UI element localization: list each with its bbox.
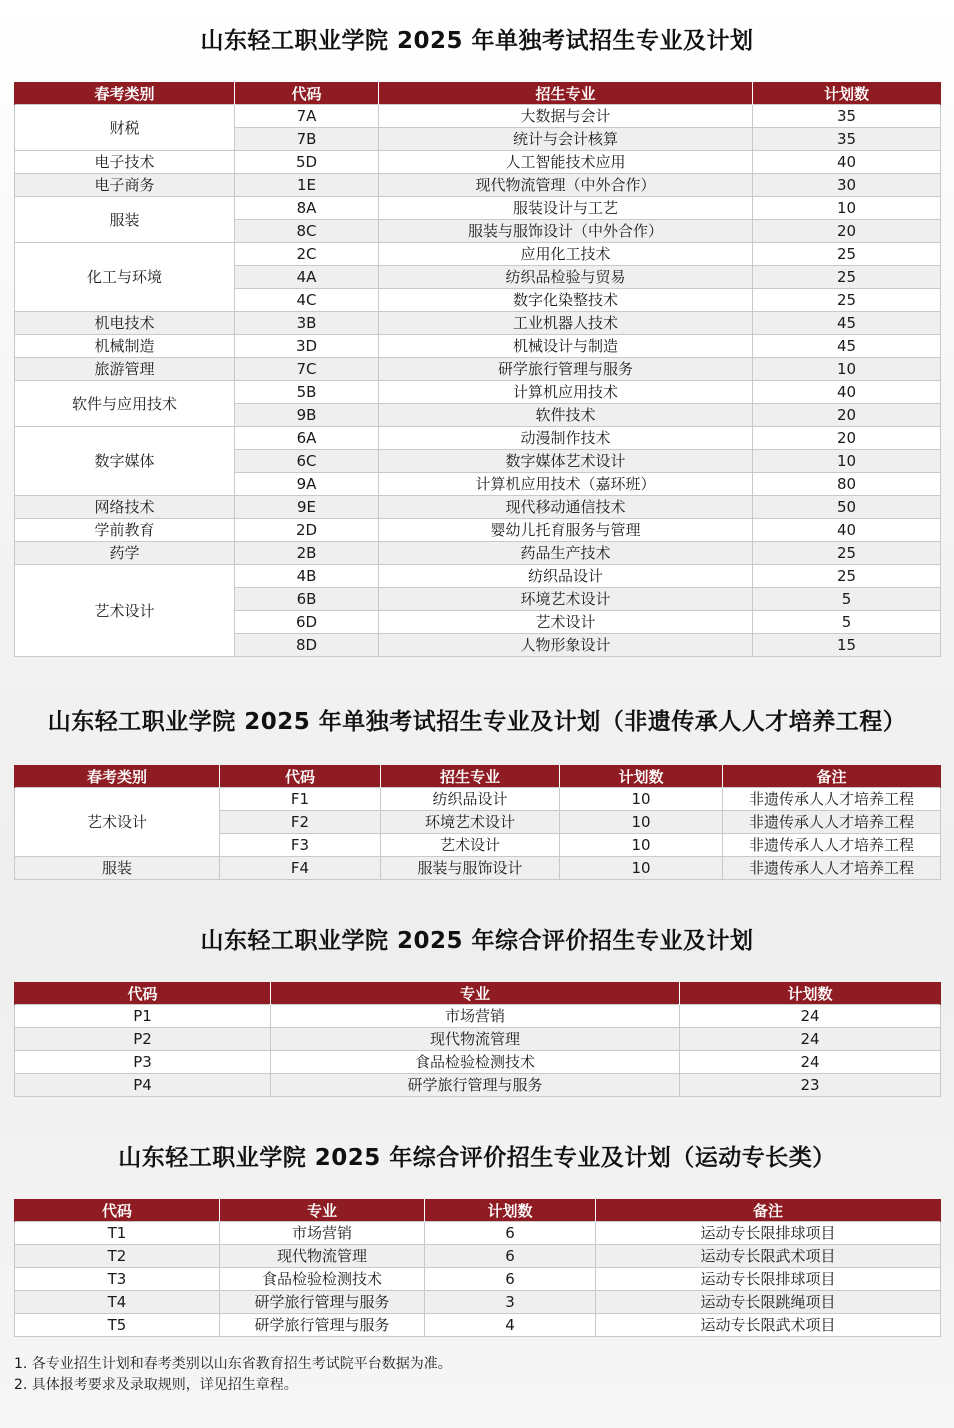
col-header-remark: 备注 xyxy=(723,765,941,788)
col-header-plan: 计划数 xyxy=(560,765,723,788)
code-cell: T3 xyxy=(15,1268,220,1291)
major-cell: 研学旅行管理与服务 xyxy=(379,358,753,381)
table-row xyxy=(15,1222,941,1245)
section4-title: 山东轻工职业学院 2025 年综合评价招生专业及计划（运动专长类） xyxy=(118,1145,836,1171)
code-cell: 9B xyxy=(235,404,379,427)
major-cell: 人工智能技术应用 xyxy=(379,151,753,174)
code-cell: 8C xyxy=(235,220,379,243)
code-cell: 8A xyxy=(235,197,379,220)
major-cell: 市场营销 xyxy=(220,1222,425,1245)
col-header-major: 专业 xyxy=(271,982,680,1005)
major-cell: 现代移动通信技术 xyxy=(379,496,753,519)
plan-cell: 24 xyxy=(680,1051,941,1074)
category-cell: 网络技术 xyxy=(15,496,235,519)
category-cell: 软件与应用技术 xyxy=(15,381,235,427)
table-row xyxy=(15,1028,941,1051)
section4-table xyxy=(14,1199,941,1337)
table-row xyxy=(15,1268,941,1291)
plan-cell: 4 xyxy=(425,1314,596,1337)
major-cell: 动漫制作技术 xyxy=(379,427,753,450)
code-cell: F1 xyxy=(220,788,381,811)
table-row xyxy=(15,197,941,220)
table-row xyxy=(15,174,941,197)
table-row xyxy=(15,788,941,811)
code-cell: 6B xyxy=(235,588,379,611)
col-header-category: 春考类别 xyxy=(15,765,220,788)
table-row xyxy=(15,1051,941,1074)
remark-cell: 运动专长限武术项目 xyxy=(596,1314,941,1337)
col-header-major: 招生专业 xyxy=(381,765,560,788)
major-cell: 研学旅行管理与服务 xyxy=(220,1314,425,1337)
major-cell: 环境艺术设计 xyxy=(379,588,753,611)
code-cell: 2B xyxy=(235,542,379,565)
col-header-remark: 备注 xyxy=(596,1199,941,1222)
col-header-code: 代码 xyxy=(235,82,379,105)
section2-table-body xyxy=(15,788,941,880)
table-row xyxy=(15,105,941,128)
code-cell: F2 xyxy=(220,811,381,834)
category-cell: 电子商务 xyxy=(15,174,235,197)
major-cell: 服装设计与工艺 xyxy=(379,197,753,220)
major-cell: 纺织品检验与贸易 xyxy=(379,266,753,289)
code-cell: 1E xyxy=(235,174,379,197)
code-cell: 3D xyxy=(235,335,379,358)
table-row xyxy=(15,312,941,335)
major-cell: 研学旅行管理与服务 xyxy=(220,1291,425,1314)
code-cell: 5D xyxy=(235,151,379,174)
code-cell: 2C xyxy=(235,243,379,266)
section1-table-body xyxy=(15,105,941,657)
plan-cell: 40 xyxy=(753,381,941,404)
table-row xyxy=(15,1074,941,1097)
category-cell: 机电技术 xyxy=(15,312,235,335)
col-header-plan: 计划数 xyxy=(425,1199,596,1222)
category-cell: 电子技术 xyxy=(15,151,235,174)
major-cell: 纺织品设计 xyxy=(379,565,753,588)
footnote-1: 1. 各专业招生计划和春考类别以山东省教育招生考试院平台数据为准。 xyxy=(14,1356,452,1372)
plan-cell: 35 xyxy=(753,105,941,128)
major-cell: 服装与服饰设计 xyxy=(381,857,560,880)
major-cell: 食品检验检测技术 xyxy=(220,1268,425,1291)
major-cell: 应用化工技术 xyxy=(379,243,753,266)
section2-title: 山东轻工职业学院 2025 年单独考试招生专业及计划（非遗传承人人才培养工程） xyxy=(47,709,907,735)
code-cell: P1 xyxy=(15,1005,271,1028)
plan-cell: 23 xyxy=(680,1074,941,1097)
plan-cell: 24 xyxy=(680,1005,941,1028)
major-cell: 人物形象设计 xyxy=(379,634,753,657)
table-row xyxy=(15,1314,941,1337)
plan-cell: 6 xyxy=(425,1268,596,1291)
code-cell: T2 xyxy=(15,1245,220,1268)
plan-cell: 45 xyxy=(753,312,941,335)
code-cell: 9E xyxy=(235,496,379,519)
major-cell: 研学旅行管理与服务 xyxy=(271,1074,680,1097)
code-cell: 6A xyxy=(235,427,379,450)
plan-cell: 5 xyxy=(753,588,941,611)
category-cell: 服装 xyxy=(15,857,220,880)
code-cell: P3 xyxy=(15,1051,271,1074)
remark-cell: 非遗传承人人才培养工程 xyxy=(723,788,941,811)
major-cell: 数字媒体艺术设计 xyxy=(379,450,753,473)
category-cell: 化工与环境 xyxy=(15,243,235,312)
code-cell: 5B xyxy=(235,381,379,404)
remark-cell: 非遗传承人人才培养工程 xyxy=(723,811,941,834)
section3-table xyxy=(14,982,941,1097)
remark-cell: 运动专长限武术项目 xyxy=(596,1245,941,1268)
plan-cell: 35 xyxy=(753,128,941,151)
code-cell: 8D xyxy=(235,634,379,657)
plan-cell: 15 xyxy=(753,634,941,657)
col-header-plan: 计划数 xyxy=(753,82,941,105)
section1-title: 山东轻工职业学院 2025 年单独考试招生专业及计划 xyxy=(200,28,754,54)
major-cell: 统计与会计核算 xyxy=(379,128,753,151)
plan-cell: 40 xyxy=(753,151,941,174)
code-cell: 4B xyxy=(235,565,379,588)
code-cell: 7A xyxy=(235,105,379,128)
major-cell: 软件技术 xyxy=(379,404,753,427)
major-cell: 现代物流管理 xyxy=(271,1028,680,1051)
plan-cell: 10 xyxy=(560,788,723,811)
plan-cell: 25 xyxy=(753,542,941,565)
category-cell: 艺术设计 xyxy=(15,565,235,657)
footnotes xyxy=(14,1354,940,1396)
code-cell: P2 xyxy=(15,1028,271,1051)
remark-cell: 运动专长限排球项目 xyxy=(596,1268,941,1291)
category-cell: 财税 xyxy=(15,105,235,151)
section3-title: 山东轻工职业学院 2025 年综合评价招生专业及计划 xyxy=(200,928,754,954)
col-header-category: 春考类别 xyxy=(15,82,235,105)
major-cell: 艺术设计 xyxy=(381,834,560,857)
code-cell: F3 xyxy=(220,834,381,857)
code-cell: 6D xyxy=(235,611,379,634)
major-cell: 食品检验检测技术 xyxy=(271,1051,680,1074)
section3-table-body xyxy=(15,1005,941,1097)
category-cell: 艺术设计 xyxy=(15,788,220,857)
table-row xyxy=(15,565,941,588)
major-cell: 纺织品设计 xyxy=(381,788,560,811)
code-cell: P4 xyxy=(15,1074,271,1097)
plan-cell: 25 xyxy=(753,565,941,588)
major-cell: 工业机器人技术 xyxy=(379,312,753,335)
col-header-major: 专业 xyxy=(220,1199,425,1222)
section1-table xyxy=(14,82,941,657)
code-cell: 3B xyxy=(235,312,379,335)
plan-cell: 25 xyxy=(753,243,941,266)
major-cell: 机械设计与制造 xyxy=(379,335,753,358)
major-cell: 市场营销 xyxy=(271,1005,680,1028)
code-cell: 7C xyxy=(235,358,379,381)
plan-cell: 10 xyxy=(753,358,941,381)
code-cell: T5 xyxy=(15,1314,220,1337)
table-row xyxy=(15,1245,941,1268)
table-row xyxy=(15,542,941,565)
plan-cell: 24 xyxy=(680,1028,941,1051)
category-cell: 药学 xyxy=(15,542,235,565)
code-cell: 7B xyxy=(235,128,379,151)
footnote-2: 2. 具体报考要求及录取规则，详见招生章程。 xyxy=(14,1377,298,1393)
remark-cell: 运动专长限排球项目 xyxy=(596,1222,941,1245)
plan-cell: 10 xyxy=(560,811,723,834)
remark-cell: 非遗传承人人才培养工程 xyxy=(723,834,941,857)
table-row xyxy=(15,857,941,880)
code-cell: 2D xyxy=(235,519,379,542)
plan-cell: 25 xyxy=(753,289,941,312)
plan-cell: 25 xyxy=(753,266,941,289)
table-row xyxy=(15,335,941,358)
col-header-code: 代码 xyxy=(220,765,381,788)
plan-cell: 50 xyxy=(753,496,941,519)
major-cell: 艺术设计 xyxy=(379,611,753,634)
plan-cell: 20 xyxy=(753,404,941,427)
plan-cell: 30 xyxy=(753,174,941,197)
remark-cell: 运动专长限跳绳项目 xyxy=(596,1291,941,1314)
col-header-code: 代码 xyxy=(15,982,271,1005)
col-header-major: 招生专业 xyxy=(379,82,753,105)
code-cell: T4 xyxy=(15,1291,220,1314)
code-cell: 6C xyxy=(235,450,379,473)
plan-cell: 10 xyxy=(753,450,941,473)
major-cell: 计算机应用技术 xyxy=(379,381,753,404)
code-cell: F4 xyxy=(220,857,381,880)
section4-table-body xyxy=(15,1222,941,1337)
plan-cell: 40 xyxy=(753,519,941,542)
table-row xyxy=(15,519,941,542)
major-cell: 婴幼儿托育服务与管理 xyxy=(379,519,753,542)
category-cell: 学前教育 xyxy=(15,519,235,542)
table-row xyxy=(15,496,941,519)
remark-cell: 非遗传承人人才培养工程 xyxy=(723,857,941,880)
table-row xyxy=(15,1291,941,1314)
plan-cell: 80 xyxy=(753,473,941,496)
category-cell: 机械制造 xyxy=(15,335,235,358)
category-cell: 数字媒体 xyxy=(15,427,235,496)
plan-cell: 10 xyxy=(753,197,941,220)
major-cell: 数字化染整技术 xyxy=(379,289,753,312)
table-row xyxy=(15,151,941,174)
plan-cell: 10 xyxy=(560,834,723,857)
major-cell: 大数据与会计 xyxy=(379,105,753,128)
major-cell: 环境艺术设计 xyxy=(381,811,560,834)
code-cell: 4A xyxy=(235,266,379,289)
table-row xyxy=(15,427,941,450)
major-cell: 药品生产技术 xyxy=(379,542,753,565)
plan-cell: 3 xyxy=(425,1291,596,1314)
plan-cell: 20 xyxy=(753,427,941,450)
section2-table xyxy=(14,765,941,880)
plan-cell: 10 xyxy=(560,857,723,880)
table-row xyxy=(15,243,941,266)
major-cell: 现代物流管理（中外合作） xyxy=(379,174,753,197)
code-cell: 9A xyxy=(235,473,379,496)
code-cell: 4C xyxy=(235,289,379,312)
code-cell: T1 xyxy=(15,1222,220,1245)
table-row xyxy=(15,381,941,404)
col-header-plan: 计划数 xyxy=(680,982,941,1005)
plan-cell: 45 xyxy=(753,335,941,358)
category-cell: 服装 xyxy=(15,197,235,243)
major-cell: 现代物流管理 xyxy=(220,1245,425,1268)
plan-cell: 6 xyxy=(425,1222,596,1245)
major-cell: 服装与服饰设计（中外合作） xyxy=(379,220,753,243)
plan-cell: 6 xyxy=(425,1245,596,1268)
table-row xyxy=(15,358,941,381)
plan-cell: 20 xyxy=(753,220,941,243)
category-cell: 旅游管理 xyxy=(15,358,235,381)
col-header-code: 代码 xyxy=(15,1199,220,1222)
plan-cell: 5 xyxy=(753,611,941,634)
major-cell: 计算机应用技术（嘉环班） xyxy=(379,473,753,496)
table-row xyxy=(15,1005,941,1028)
